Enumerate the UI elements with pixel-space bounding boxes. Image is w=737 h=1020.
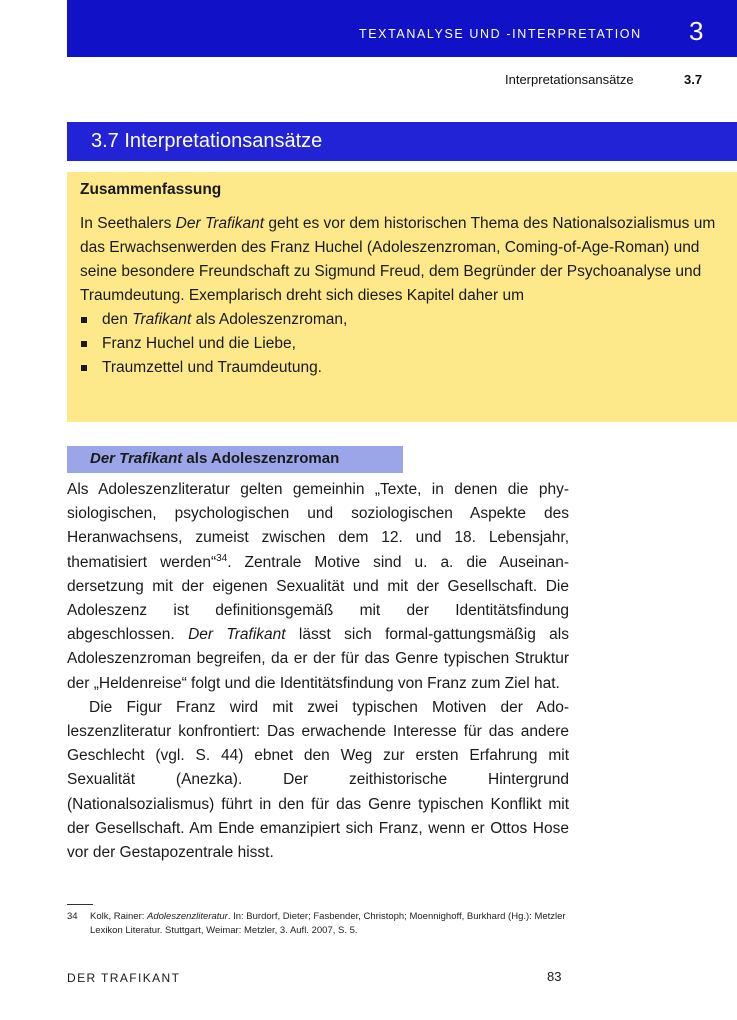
- footnote-text-part: . In: Burdorf, Dieter; Fasbender, Christoph; Moennighoff, Burkhard (Hg.): Metzler Lexikon Literatur. Stuttgart, Weimar: Metzler, 3. Aufl. 2007, S. 5.: [90, 911, 566, 936]
- footnote-text: [90, 910, 567, 937]
- summary-heading: Zusammenfassung: [80, 181, 222, 198]
- bullet-square-icon: [81, 365, 87, 371]
- bullet-text: den: [102, 311, 133, 328]
- list-item: [80, 356, 720, 380]
- summary-intro-part: geht es vor dem historischen Thema des Nationalsozialismus um das Erwachsenwerden des Franz Huchel (Adoleszenzroman, Coming-of-Age-Roman) und seine besondere Freundschaft zu Sigmund Freud, dem Begründer der Psychoanalyse und Traumdeutung. Exemplarisch dreht sich dieses Kapitel daher um: [80, 215, 716, 304]
- summary-box: [67, 172, 737, 422]
- section-title-text: Interpretationsansätze: [124, 130, 323, 152]
- bullet-text: als Adoleszenzroman,: [191, 311, 348, 328]
- list-item: [80, 308, 720, 332]
- chapter-label: TEXTANALYSE UND -INTERPRETATION: [359, 27, 642, 41]
- footnote-reference: 34: [216, 552, 228, 564]
- paragraph-text: lässt sich formal-gattungsmäßig als Adoleszenzroman begreifen, da er der für das Genre typischen Struktur der „Heldenreise“ folgt und die Identitätsfindung von Franz zum Ziel hat.: [67, 626, 569, 692]
- paragraph-text: . Zentrale Motive sind u. a. die Auseinandersetzung mit der eigenen Sexualität und mit der Gesellschaft. Die Adoleszenz ist definitionsgemäß mit der Identitätsfindung abgeschlossen.: [67, 553, 570, 644]
- chapter-header-band: [67, 0, 737, 57]
- footer-book-title: DER TRAFIKANT: [67, 971, 181, 985]
- footnote-text-part: Kolk, Rainer:: [90, 911, 148, 922]
- bullet-square-icon: [81, 341, 87, 347]
- subsection-heading: [67, 446, 403, 473]
- section-heading-band: [67, 122, 737, 161]
- section-number: 3.7: [91, 130, 119, 152]
- paragraph-text: Als Adoleszenzliteratur gelten gemeinhin „Texte, in denen die physiologischen, psychologischen und soziologischen Aspekte des Heranwachsens, zumeist zwischen dem 12. und 18. Lebensjahr, thematisiert werden“: [67, 481, 569, 571]
- paragraph: [67, 478, 569, 696]
- footnote: [67, 910, 567, 937]
- summary-body: [80, 212, 720, 380]
- bullet-text: Franz Huchel und die Liebe,: [102, 335, 296, 352]
- footnote-italic: Adoleszenzliteratur: [147, 911, 228, 922]
- paragraph-italic-title: Der Trafikant: [188, 626, 286, 644]
- main-body-text: [67, 478, 569, 865]
- summary-intro: [80, 212, 720, 308]
- subsection-title-rest: als Adoleszenzroman: [182, 450, 340, 467]
- bullet-square-icon: [81, 317, 87, 323]
- chapter-number: 3: [689, 16, 704, 46]
- summary-bullet-list: [80, 308, 720, 380]
- running-head-title: Interpretationsansätze: [505, 72, 634, 87]
- summary-intro-title: Der Trafikant: [175, 215, 265, 232]
- subsection-title: [90, 450, 339, 467]
- subsection-title-italic: Der Trafikant: [90, 450, 183, 467]
- section-title: [91, 130, 322, 153]
- list-item: [80, 332, 720, 356]
- page-number: 83: [547, 969, 562, 984]
- footnote-divider: [67, 904, 93, 905]
- footnote-number: 34: [67, 911, 78, 922]
- bullet-italic: Trafikant: [132, 311, 192, 328]
- running-head-number: 3.7: [684, 72, 703, 87]
- paragraph: Die Figur Franz wird mit zwei typischen Motiven der Adoleszenzliteratur konfrontiert: Das erwachende Interesse für das andere Geschlecht (vgl. S. 44) ebnet den Weg zur ersten Erfahrung mit Sexualität (Anezka). Der zeithistorische Hintergrund (Nationalsozialismus) führt in den für das Genre typischen Konflikt mit der Gesellschaft. Am Ende emanzipiert sich Franz, wenn er Ottos Hose vor der Gestapozentrale hisst.: [67, 698, 569, 862]
- bullet-text: Traumzettel und Traumdeutung.: [102, 359, 322, 376]
- summary-intro-part: In Seethalers: [80, 215, 176, 232]
